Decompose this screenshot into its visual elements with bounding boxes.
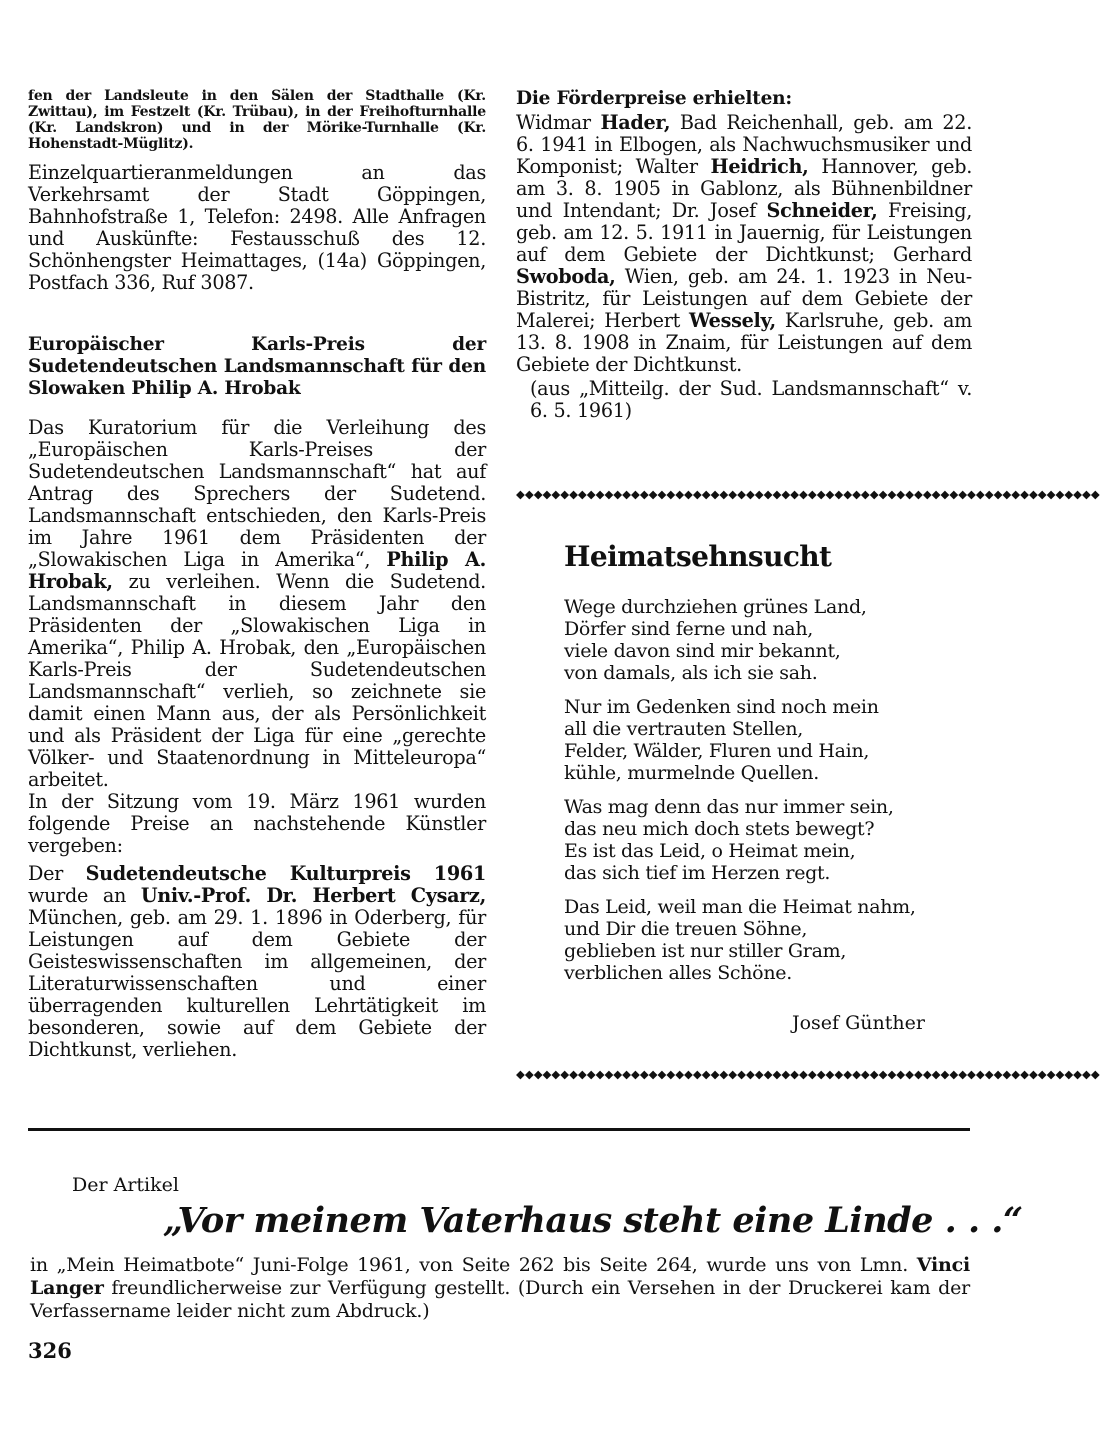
source-note: (aus „Mitteilg. der Sud. Landsmannschaft“ v. 6. 5. 1961) (530, 377, 972, 422)
poem-stanza-4: Das Leid, weil man die Heimat nahm, und Dir die treuen Söhne, geblieben ist nur stiller Gram, verblichen alles Schöne. (564, 896, 916, 984)
cysarz-name: Univ.-Prof. Dr. Herbert Cysarz, (140, 884, 486, 907)
kulturpreis-title: Sudetendeutsche Kulturpreis 1961 (85, 862, 486, 885)
hader-name: Hader, (600, 111, 671, 134)
ornament-divider-top: ◆◆◆◆◆◆◆◆◆◆◆◆◆◆◆◆◆◆◆◆◆◆◆◆◆◆◆◆◆◆◆◆◆◆◆◆◆◆◆◆◆◆◆◆◆◆◆◆◆◆◆◆◆◆◆◆◆◆◆◆◆◆◆◆◆◆ (516, 487, 1100, 501)
hrobak-name: Philip A. Hrobak, (28, 548, 486, 593)
langer-name: Vinci Langer (30, 1254, 970, 1299)
heidrich-name: Heidrich, (710, 155, 809, 178)
foerderpreise-paragraph: Widmar Hader, Bad Reichenhall, geb. am 22. 6. 1941 in Elbogen, als Nachwuchsmusiker und Komponist; Walter Heidrich, Hannover, geb. am 3. 8. 1905 in Gablonz, als Bühnenbildner und Intendant; Dr. Josef Schneider, Freising, geb. am 12. 5. 1911 in Jauernig, für Leistungen auf dem Gebiete der Dichtkunst; Gerhard Swoboda, Wien, geb. am 24. 1. 1923 in Neu-Bistritz, für Leistungen auf dem Gebiete der Malerei; Herbert Wessely, Karlsruhe, geb. am 13. 8. 1908 in Znaim, für Leistungen auf dem Gebiete der Dichtkunst. (516, 111, 973, 376)
intro-small-text: fen der Landsleute in den Sälen der Stadthalle (Kr. Zwittau), im Festzelt (Kr. Trübau), in der Freihofturnhalle (Kr. Landskron) und in der Mörike-Turnhalle (Kr. Hohenstadt-Müglitz). (28, 88, 486, 152)
kulturpreis-paragraph: Der Sudetendeutsche Kulturpreis 1961 wurde an Univ.-Prof. Dr. Herbert Cysarz, München, geb. am 29. 1. 1896 in Oderberg, für Leistungen auf dem Gebiete der Geisteswissenschaften im allgemeinen, der Literaturwissenschaften und einer überragenden kulturellen Lehrtätigkeit im besonderen, sowie auf dem Gebiete der Dichtkunst, verliehen. (28, 862, 486, 1061)
wessely-name: Wessely, (688, 309, 776, 332)
quarters-paragraph: Einzelquartieranmeldungen an das Verkehrsamt der Stadt Göppingen, Bahnhofstraße 1, Telefon: 2498. Alle Anfragen und Auskünfte: Festausschuß des 12. Schönhengster Heimattages, (14a) Göppingen, Postfach 336, Ruf 3087. (28, 161, 486, 294)
poem-body (564, 596, 954, 996)
article-title: „Vor meinem Vaterhaus steht eine Linde . . .“ (163, 1200, 1023, 1241)
poem-stanza-3: Was mag denn das nur immer sein, das neu mich doch stets bewegt? Es ist das Leid, o Heimat mein, das sich tief im Herzen regt. (564, 796, 894, 884)
left-column (28, 88, 486, 1061)
session-paragraph: In der Sitzung vom 19. März 1961 wurden folgende Preise an nachstehende Künstler vergeben: (28, 790, 486, 857)
page-number: 326 (28, 1338, 72, 1363)
poem-stanza-2: Nur im Gedenken sind noch mein all die vertrauten Stellen, Felder, Wälder, Fluren und Hain, kühle, murmelnde Quellen. (564, 696, 879, 784)
ornament-divider-bottom: ◆◆◆◆◆◆◆◆◆◆◆◆◆◆◆◆◆◆◆◆◆◆◆◆◆◆◆◆◆◆◆◆◆◆◆◆◆◆◆◆◆◆◆◆◆◆◆◆◆◆◆◆◆◆◆◆◆◆◆◆◆◆◆◆◆◆ (516, 1067, 1100, 1081)
poem-author: Josef Günther (792, 1012, 925, 1034)
karls-preis-paragraph: Das Kuratorium für die Verleihung des „Europäischen Karls-Preises der Sudetendeutschen Landsmannschaft“ hat auf Antrag des Sprechers der Sudetend. Landsmannschaft entschieden, den Karls-Preis im Jahre 1961 dem Präsidenten der „Slowakischen Liga in Amerika“, Philip A. Hrobak, zu verleihen. Wenn die Sudetend. Landsmannschaft in diesem Jahr den Präsidenten der „Slowakischen Liga in Amerika“, Philip A. Hrobak, den „Europäischen Karls-Preis der Sudetendeutschen Landsmannschaft“ verlieh, so zeichnete sie damit einen Mann aus, der als Persönlichkeit und als Präsident der Liga für eine „gerechte Völker- und Staatenordnung in Mitteleuropa“ arbeitet. (28, 416, 486, 791)
swoboda-name: Swoboda, (516, 265, 616, 288)
schneider-name: Schneider, (766, 199, 878, 222)
karls-preis-heading: Europäischer Karls-Preis der Sudetendeutschen Landsmannschaft für den Slowaken Philip A. Hrobak (28, 334, 486, 399)
article-note: in „Mein Heimatbote“ Juni-Folge 1961, von Seite 262 bis Seite 264, wurde uns von Lmn. Vinci Langer freundlicherweise zur Verfügung gestellt. (Durch ein Versehen in der Druckerei kam der Verfassername leider nicht zum Abdruck.) (30, 1254, 970, 1322)
poem-stanza-1: Wege durchziehen grünes Land, Dörfer sind ferne und nah, viele davon sind mir bekannt, von damals, als ich sie sah. (564, 596, 867, 684)
poem-title: Heimatsehnsucht (564, 540, 832, 573)
right-column (516, 88, 972, 422)
article-label: Der Artikel (72, 1174, 179, 1196)
horizontal-rule (28, 1128, 970, 1131)
foerderpreise-heading: Die Förderpreise erhielten: (516, 88, 793, 109)
